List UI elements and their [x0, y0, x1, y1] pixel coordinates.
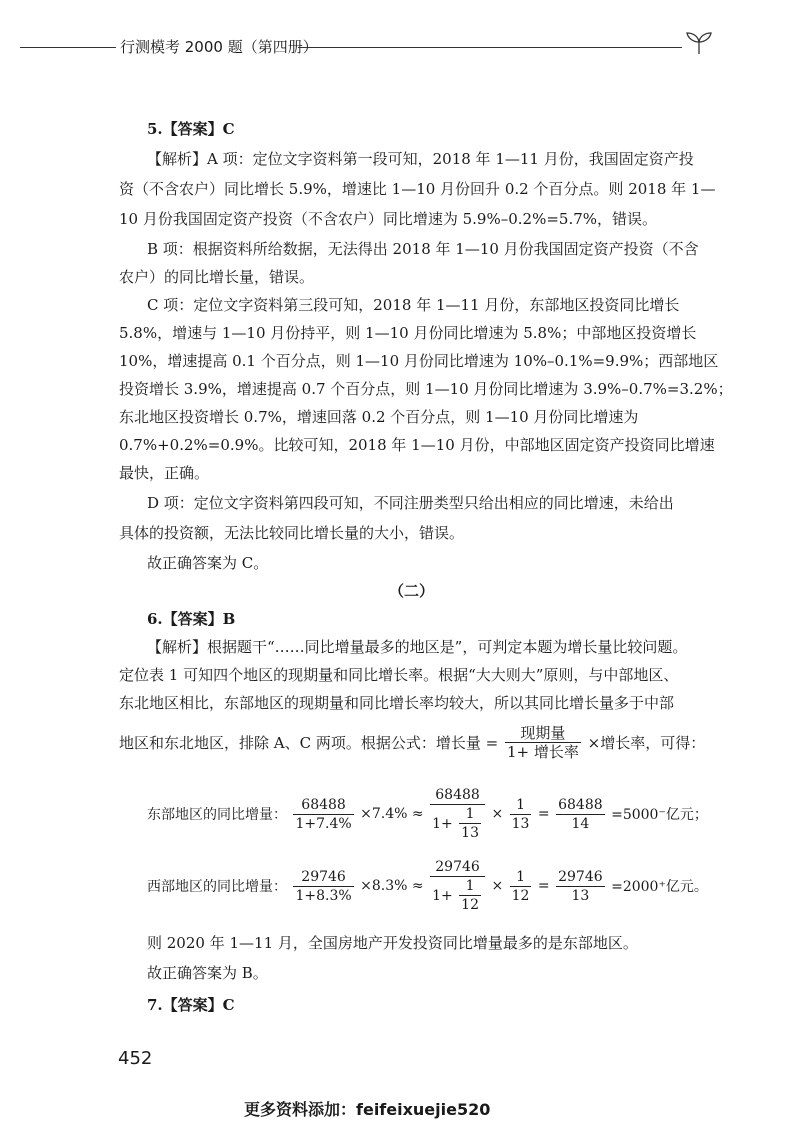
q5-line: 东北地区投资增长 0.7%，增速回落 0.2 个百分点，则 1—10 月份同比增速为: [119, 408, 639, 426]
q6-answer-label: 6.【答案】B: [147, 610, 236, 628]
west-den2-frac: [459, 877, 481, 914]
q5-line: 【解析】A 项：定位文字资料第一段可知，2018 年 1—11 月份，我国固定资产投: [147, 150, 694, 168]
east-den3: 13: [511, 815, 530, 832]
west-mul2: ×: [491, 878, 504, 894]
q5-line: 故正确答案为 C。: [147, 554, 269, 572]
formula-denominator: 1+ 增长率: [506, 743, 579, 761]
east-den2: [430, 805, 485, 842]
running-header: [0, 36, 800, 60]
east-label: 东部地区的同比增量：: [147, 807, 287, 823]
east-eq: =: [537, 806, 550, 822]
q5-line: 0.7%+0.2%=0.9%。比较可知，2018 年 1—10 月份，中部地区固定资产投资同比增速: [119, 436, 715, 454]
west-frac-3: [510, 868, 532, 905]
west-mul1: ×8.3% ≈: [360, 878, 424, 894]
q5-line: 投资增长 3.9%，增速提高 0.7 个百分点，则 1—10 月份同比增速为 3.9%–0.7%=3.2%；: [119, 380, 733, 398]
west-frac-4: [556, 868, 605, 905]
q5-line: 5.8%，增速与 1—10 月份持平，则 1—10 月份同比增速为 5.8%；中部地区投资增长: [119, 324, 697, 342]
west-den3: 12: [511, 887, 530, 904]
q5-line: C 项：定位文字资料第三段可知，2018 年 1—11 月份，东部地区投资同比增长: [147, 296, 680, 314]
west-num3: 1: [510, 868, 532, 887]
west-result: =2000⁺亿元。: [611, 879, 708, 895]
east-den2-prefix: 1+: [432, 815, 453, 832]
east-den1: 1+7.4%: [295, 815, 352, 832]
east-result: =5000⁻亿元；: [611, 807, 708, 823]
east-num1: 68488: [293, 796, 353, 815]
footer-note: 更多资料添加：feifeixuejie520: [244, 1100, 491, 1119]
q5-line: 10 月份我国固定资产投资（不含农户）同比增速为 5.9%–0.2%=5.7%，错误。: [119, 210, 658, 228]
growth-formula: [119, 724, 705, 761]
east-num3: 1: [510, 796, 532, 815]
formula-numerator: 现期量: [505, 724, 581, 743]
west-frac-1: [293, 868, 353, 905]
q5-line: D 项：定位文字资料第四段可知，不同注册类型只给出相应的同比增速，未给出: [147, 494, 674, 512]
east-den2-den: 13: [461, 825, 479, 841]
west-den1: 1+8.3%: [295, 887, 352, 904]
west-den2-num: 1: [459, 877, 481, 896]
formula-tail: ×增长率，可得：: [587, 734, 706, 752]
west-num4: 29746: [558, 868, 603, 885]
east-mul2: ×: [491, 806, 504, 822]
q6-conclusion: 则 2020 年 1—11 月，全国房地产开发投资同比增量最多的是东部地区。: [147, 934, 638, 952]
q5-answer-label: 5.【答案】C: [147, 120, 235, 138]
east-frac-4: [556, 796, 605, 833]
east-frac-1: [293, 796, 353, 833]
formula-fraction: [505, 724, 581, 761]
q6-answer: 故正确答案为 B。: [147, 964, 268, 982]
q5-line: 最快，正确。: [119, 464, 210, 482]
header-rule-left: [20, 47, 116, 48]
east-formula: [147, 786, 708, 842]
section-heading: （二）: [389, 582, 435, 600]
east-num2: 68488: [430, 786, 485, 805]
q6-line: 定位表 1 可知四个地区的现期量和同比增长率。根据“大大则大”原则，与中部地区、: [119, 666, 679, 684]
east-den4: 14: [571, 815, 590, 832]
header-rule-right: [298, 47, 682, 48]
west-den2-prefix: 1+: [432, 887, 453, 904]
east-frac-2: [430, 786, 485, 842]
west-den2: [430, 877, 485, 914]
west-den2-den: 12: [461, 897, 479, 913]
west-frac-2: [430, 858, 485, 914]
q5-line: B 项：根据资料所给数据，无法得出 2018 年 1—10 月份我国固定资产投资（不含: [147, 240, 699, 258]
q6-line: 【解析】根据题干“……同比增量最多的地区是”，可判定本题为增长量比较问题。: [147, 638, 688, 656]
formula-intro: 地区和东北地区，排除 A、C 两项。根据公式：增长量 =: [119, 734, 499, 752]
q5-line: 具体的投资额，无法比较同比增长量的大小，错误。: [119, 524, 465, 542]
east-frac-3: [510, 796, 532, 833]
east-den2-frac: [459, 805, 481, 842]
q7-answer-label: 7.【答案】C: [147, 996, 235, 1014]
west-eq: =: [537, 878, 550, 894]
page-number: 452: [118, 1048, 153, 1069]
east-den2-num: 1: [459, 805, 481, 824]
west-den4: 13: [571, 887, 590, 904]
sprout-icon: [684, 30, 714, 56]
q6-line: 东北地区相比，东部地区的现期量和同比增长率均较大，所以其同比增长量多于中部: [119, 694, 675, 712]
west-num1: 29746: [293, 868, 353, 887]
book-title: 行测模考 2000 题（第四册）: [120, 38, 318, 56]
west-num2: 29746: [430, 858, 485, 877]
east-mul1: ×7.4% ≈: [360, 806, 424, 822]
west-label: 西部地区的同比增量：: [147, 879, 287, 895]
q5-line: 农户）的同比增长量，错误。: [119, 268, 315, 286]
west-formula: [147, 858, 708, 914]
east-num4: 68488: [558, 796, 603, 813]
q5-line: 资（不含农户）同比增长 5.9%，增速比 1—10 月份回升 0.2 个百分点。则 2018 年 1—: [119, 180, 716, 198]
q5-line: 10%，增速提高 0.1 个百分点，则 1—10 月份同比增速为 10%–0.1%=9.9%；西部地区: [119, 352, 719, 370]
